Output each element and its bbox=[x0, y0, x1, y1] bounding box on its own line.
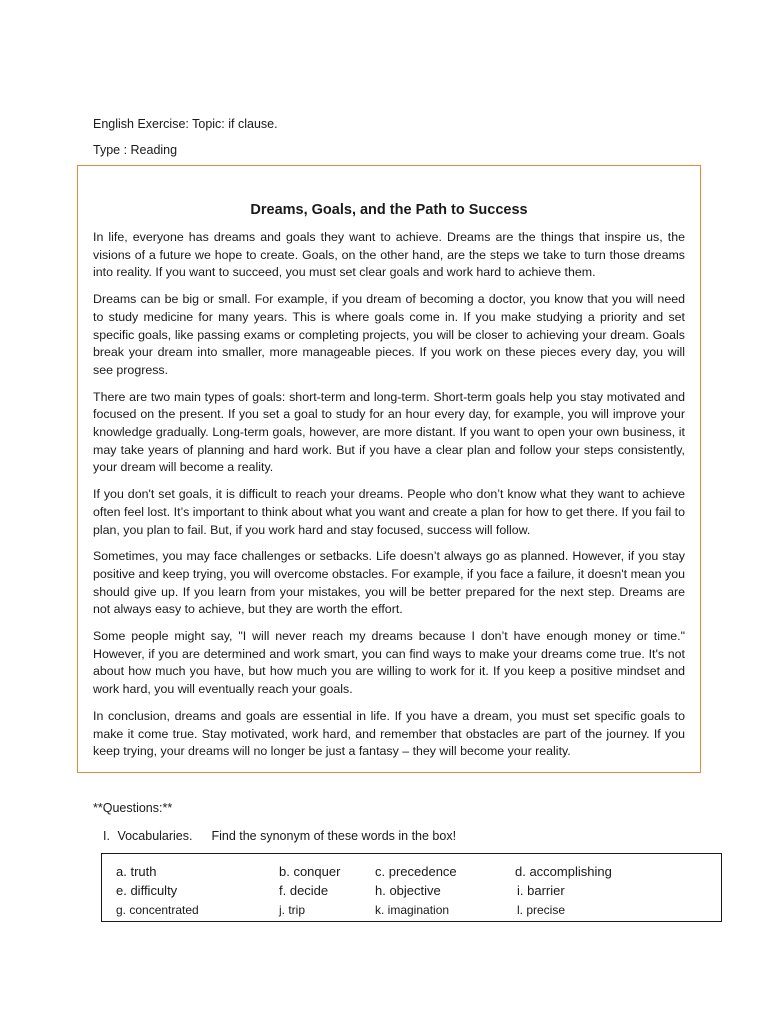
vocabulary-word-box bbox=[101, 853, 722, 922]
reading-paragraph: Sometimes, you may face challenges or setbacks. Life doesn’t always go as planned. However, if you stay positive and keep trying, you will overcome obstacles. For example, if you face a failure, it doesn't mean you should give up. If you learn from your mistakes, you will be better prepared for the next step. Dreams are not always easy to achieve, but they are worth the effort. bbox=[93, 549, 685, 617]
vocab-word: i. barrier bbox=[517, 883, 565, 898]
vocab-word: e. difficulty bbox=[116, 883, 178, 898]
vocab-word: d. accomplishing bbox=[515, 864, 612, 879]
reading-paragraph: If you don't set goals, it is difficult to reach your dreams. People who don’t know what they want to achieve often feel lost. It’s important to think about what you want and create a plan for how to get there. If you fail to plan, you plan to fail. But, if you work hard and stay focused, success will follow. bbox=[93, 487, 685, 537]
vocab-word: g. concentrated bbox=[116, 903, 199, 917]
reading-paragraph: In life, everyone has dreams and goals they want to achieve. Dreams are the things that inspire us, the visions of a future we hope to create. Goals, on the other hand, are the steps we take to turn those dreams into reality. If you want to succeed, you must set clear goals and work hard to achieve them. bbox=[93, 230, 685, 280]
reading-passage-box bbox=[77, 165, 701, 773]
reading-title: Dreams, Goals, and the Path to Success bbox=[250, 202, 528, 218]
exercise-type-line: Type : Reading bbox=[93, 143, 178, 157]
vocab-word: k. imagination bbox=[375, 903, 450, 917]
reading-paragraph: Some people might say, "I will never reach my dreams because I don’t have enough money or time." However, if you are determined and work smart, you can find ways to make your dreams come true. It's not about how much you have, but how much you are willing to work for it. If you keep a positive mindset and work hard, you will eventually reach your goals. bbox=[93, 629, 685, 697]
reading-paragraph: In conclusion, dreams and goals are essential in life. If you have a dream, you must set specific goals to make it come true. Stay motivated, work hard, and remember that obstacles are part of the journey. If you keep trying, your dreams will no longer be just a fantasy – they will become your reality. bbox=[93, 708, 685, 759]
section-numeral: I. bbox=[103, 829, 110, 843]
instruction-text: Find the synonym of these words in the box! bbox=[211, 829, 457, 843]
vocab-word: f. decide bbox=[279, 883, 329, 898]
questions-heading: **Questions:** bbox=[93, 801, 173, 815]
vocab-word: h. objective bbox=[375, 883, 441, 898]
vocabulary-instruction bbox=[103, 828, 456, 844]
exercise-topic-line: English Exercise: Topic: if clause. bbox=[93, 117, 278, 131]
vocab-word: j. trip bbox=[279, 903, 306, 917]
vocab-word: l. precise bbox=[517, 903, 566, 917]
reading-paragraph: Dreams can be big or small. For example, if you dream of becoming a doctor, you know that you will need to study medicine for many years. This is where goals come in. If you make studying a priority and set specific goals, like passing exams or completing projects, you will be closer to achieving your dream. Goals break your dream into smaller, more manageable pieces. If you work on these pieces every day, you will see progress. bbox=[93, 292, 685, 377]
reading-paragraph: There are two main types of goals: short-term and long-term. Short-term goals help you stay motivated and focused on the present. If you set a goal to study for an hour every day, for example, you will improve your knowledge gradually. Long-term goals, however, are more distant. If you want to open your own business, it may take years of planning and hard work. But if you have a clear plan and follow your steps consistently, your dream will become a reality. bbox=[93, 389, 685, 475]
vocab-word: a. truth bbox=[116, 864, 157, 879]
vocab-word: c. precedence bbox=[375, 864, 457, 879]
vocab-word: b. conquer bbox=[279, 864, 341, 879]
section-label: Vocabularies. bbox=[117, 829, 193, 843]
